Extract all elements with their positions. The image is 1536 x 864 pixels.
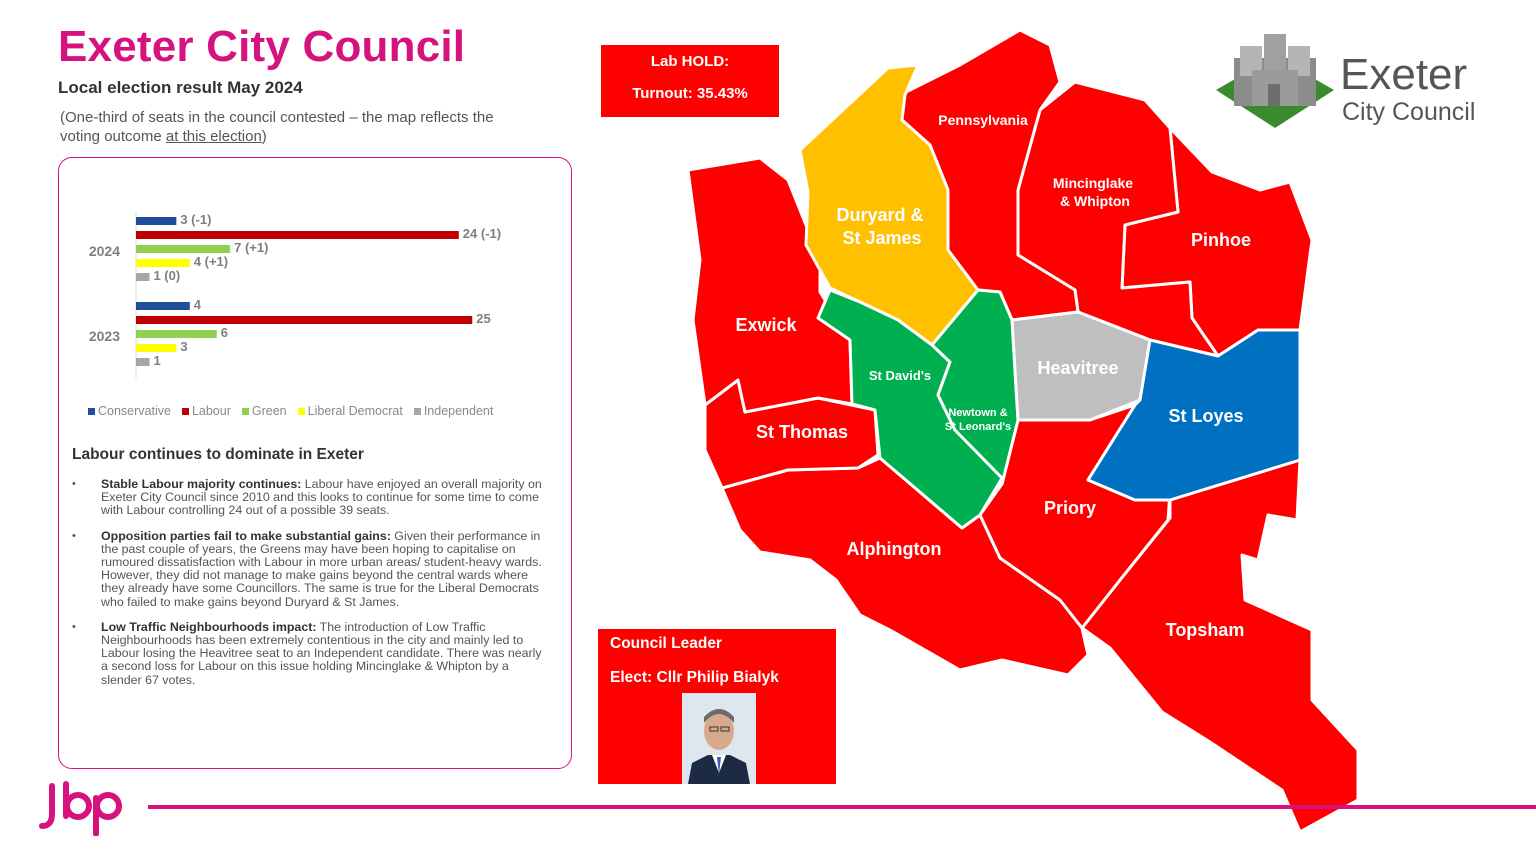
data-label: 4 (+1)	[193, 254, 229, 269]
label-st-loyes: St Loyes	[1168, 406, 1244, 426]
result-turnout: Turnout: 35.43%	[632, 85, 748, 102]
note-link-text: at this election	[165, 128, 262, 145]
bullet-body: Given their performance in the past couple of years, the Greens may have been hoping to capitalise on rumoured dissatisfaction with Labour in more urban areas/ student-heavy wards. However, they did not manage to make gains beyond the central wards where they already have some Councillors. The same is true for the Liberal Democrats who failed to make gains beyond Duryard & St James.	[101, 528, 542, 609]
label-pinhoe: Pinhoe	[1190, 230, 1252, 250]
bullet-icon: •	[72, 529, 76, 542]
label-newtown-2: St Leonard's	[944, 421, 1012, 433]
label-duryard-2: St James	[842, 228, 922, 248]
leader-name: Elect: Cllr Philip Bialyk	[610, 669, 779, 686]
legend-label: Conservative	[98, 404, 171, 418]
legend-label: Independent	[423, 404, 494, 418]
label-st-davids: St David's	[868, 368, 932, 383]
jbp-logo-icon	[38, 780, 124, 836]
legend-label: Labour	[191, 404, 231, 418]
bullet-icon: •	[72, 620, 76, 633]
footer-divider	[148, 805, 1536, 809]
label-priory: Priory	[1043, 498, 1097, 518]
data-label: 24 (-1)	[462, 226, 502, 241]
bullet-lead: Low Traffic Neighbourhoods impact:	[101, 619, 317, 634]
legend-label: Green	[251, 404, 287, 418]
label-mincinglake-2: & Whipton	[1060, 193, 1130, 209]
legend-label: Liberal Democrat	[307, 404, 403, 418]
bullet-icon: •	[72, 478, 76, 490]
category-label: 2023	[88, 328, 120, 344]
leader-title: Council Leader	[610, 635, 722, 652]
result-hold: Lab HOLD:	[650, 53, 730, 70]
note-suffix: )	[261, 128, 267, 145]
bullet-lead: Opposition parties fail to make substantial gains:	[101, 528, 391, 543]
note-text: (One-third of seats in the council contested – the map reflects the voting outcome	[60, 109, 494, 145]
label-alphington: Alphington	[846, 539, 942, 559]
bullet-lead: Stable Labour majority continues:	[101, 477, 302, 491]
label-pennsylvania: Pennsylvania	[938, 112, 1028, 128]
data-label: 3 (-1)	[180, 212, 212, 227]
data-label: 3	[180, 339, 188, 354]
data-label: 6	[220, 325, 228, 340]
label-mincinglake: Mincinglake	[1052, 175, 1134, 191]
page-subtitle: Local election result May 2024	[58, 78, 303, 97]
result-box	[601, 45, 779, 117]
commentary-heading: Labour continues to dominate in Exeter	[72, 446, 364, 463]
leader-photo	[682, 693, 756, 784]
person-icon	[682, 693, 756, 784]
data-label: 1	[153, 353, 161, 368]
logo-city-council-text: City Council	[1342, 98, 1476, 126]
label-newtown: Newtown &	[948, 407, 1008, 419]
label-topsham: Topsham	[1165, 620, 1245, 640]
label-heavitree: Heavitree	[1037, 358, 1119, 378]
data-label: 7 (+1)	[234, 240, 269, 255]
label-st-thomas: St Thomas	[755, 422, 849, 442]
bullet-body: Labour have enjoyed an overall majority on Exeter City Council since 2010 and this looks to continue for some time to come with Labour controlling 24 out of a possible 39 seats.	[101, 477, 542, 518]
category-label: 2024	[88, 243, 120, 259]
data-label: 1 (0)	[153, 268, 181, 283]
label-exwick: Exwick	[735, 315, 797, 335]
data-label: 25	[476, 311, 491, 326]
leader-box	[598, 629, 836, 784]
castle-logo-icon	[1212, 28, 1338, 130]
data-label: 4	[193, 297, 202, 312]
bullet-body: The introduction of Low Traffic Neighbourhoods has been extremely contentious in the city and mainly led to Labour losing the Heavitree seat to an Independent candidate. There was nearly a second loss for Labour on this issue holding Mincinglake & Whipton by a slender 67 votes.	[101, 619, 542, 687]
label-duryard: Duryard &	[836, 205, 924, 225]
logo-exeter-text: Exeter	[1340, 50, 1468, 99]
page-title: Exeter City Council	[58, 22, 466, 71]
